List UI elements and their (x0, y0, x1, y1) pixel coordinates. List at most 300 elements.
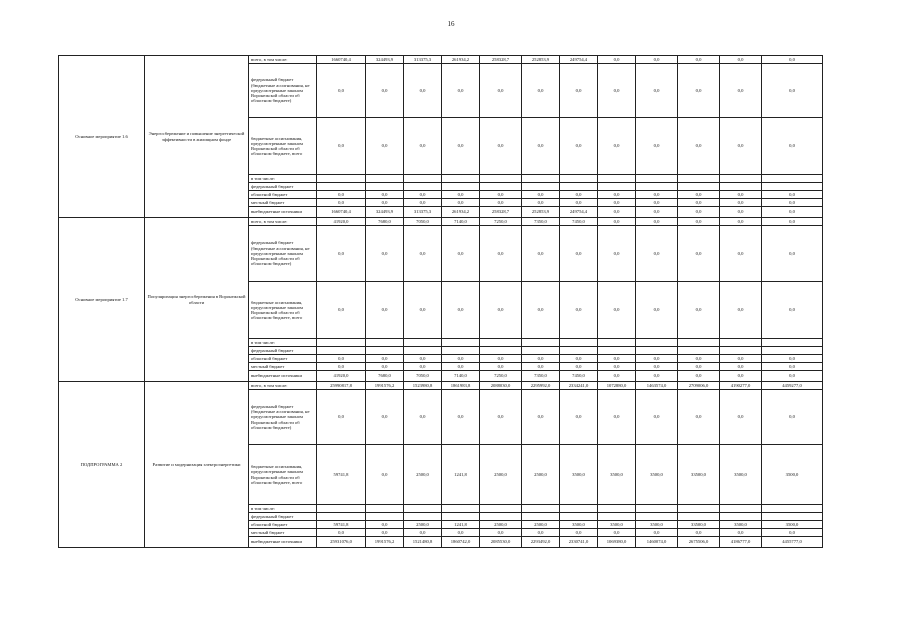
funding-value-cell: 0,0 (598, 529, 636, 537)
funding-value-cell: 1069380,0 (598, 537, 636, 548)
funding-value-cell: 59741,8 (317, 521, 366, 529)
funding-value-cell (522, 505, 560, 513)
funding-value-cell: 2334241,0 (560, 382, 598, 390)
funding-value-cell (480, 347, 522, 355)
funding-source-label: федеральный бюджет (249, 183, 317, 191)
funding-value-cell: 258328,7 (480, 56, 522, 64)
funding-value-cell: 0,0 (366, 390, 404, 445)
funding-value-cell: 0,0 (317, 355, 366, 363)
funding-value-cell: 0,0 (480, 226, 522, 282)
funding-value-cell: 0,0 (560, 118, 598, 175)
funding-value-cell: 0,0 (678, 218, 720, 226)
funding-value-cell: 4190277,0 (720, 382, 762, 390)
funding-value-cell (442, 339, 480, 347)
funding-value-cell: 3500,0 (598, 521, 636, 529)
funding-value-cell: 3500,0 (720, 521, 762, 529)
funding-value-cell: 0,0 (678, 56, 720, 64)
funding-value-cell: 2500,0 (522, 445, 560, 505)
funding-value-cell: 0,0 (598, 56, 636, 64)
funding-value-cell: 0,0 (720, 371, 762, 382)
funding-value-cell: 0,0 (720, 355, 762, 363)
funding-value-cell: 41920,0 (317, 371, 366, 382)
funding-value-cell: 2500,0 (480, 445, 522, 505)
funding-value-cell: 0,0 (636, 529, 678, 537)
funding-value-cell (317, 183, 366, 191)
funding-value-cell: 0,0 (366, 445, 404, 505)
funding-value-cell: 0,0 (720, 64, 762, 118)
funding-value-cell (560, 175, 598, 183)
funding-value-cell (762, 347, 823, 355)
funding-value-cell: 7250,0 (480, 218, 522, 226)
funding-value-cell: 0,0 (522, 282, 560, 339)
funding-value-cell: 0,0 (404, 191, 442, 199)
funding-value-cell (720, 339, 762, 347)
funding-value-cell (636, 513, 678, 521)
funding-value-cell: 0,0 (366, 118, 404, 175)
funding-value-cell: 0,0 (678, 282, 720, 339)
funding-value-cell: 324493,9 (366, 207, 404, 218)
funding-value-cell: 7350,0 (522, 371, 560, 382)
funding-value-cell: 0,0 (366, 529, 404, 537)
funding-value-cell: 7140,0 (442, 371, 480, 382)
funding-value-cell: 0,0 (678, 371, 720, 382)
funding-value-cell (720, 175, 762, 183)
funding-value-cell (442, 183, 480, 191)
funding-value-cell (560, 513, 598, 521)
funding-value-cell (560, 347, 598, 355)
funding-value-cell (366, 339, 404, 347)
funding-value-cell: 0,0 (598, 390, 636, 445)
funding-value-cell: 0,0 (598, 355, 636, 363)
funding-value-cell: 0,0 (636, 56, 678, 64)
funding-value-cell (404, 339, 442, 347)
funding-value-cell: 4459277,0 (762, 382, 823, 390)
funding-value-cell: 0,0 (598, 363, 636, 371)
funding-source-label: всего, в том числе: (249, 218, 317, 226)
funding-value-cell (404, 513, 442, 521)
funding-value-cell (678, 347, 720, 355)
funding-value-cell: 324493,9 (366, 56, 404, 64)
funding-value-cell: 41920,0 (317, 218, 366, 226)
funding-value-cell: 0,0 (366, 191, 404, 199)
funding-value-cell (522, 175, 560, 183)
funding-value-cell (366, 505, 404, 513)
funding-value-cell: 0,0 (762, 56, 823, 64)
funding-value-cell: 0,0 (678, 191, 720, 199)
funding-value-cell: 2500,0 (404, 445, 442, 505)
funding-value-cell: 0,0 (598, 199, 636, 207)
funding-value-cell (560, 183, 598, 191)
funding-value-cell: 0,0 (522, 390, 560, 445)
funding-value-cell: 0,0 (366, 521, 404, 529)
funding-source-label: бюджетные ассигнования, предусмотренные законом Воронежской области об областном бюджете, всего (249, 282, 317, 339)
funding-value-cell: 0,0 (442, 199, 480, 207)
funding-value-cell: 0,0 (404, 118, 442, 175)
funding-value-cell: 0,0 (404, 282, 442, 339)
funding-value-cell (366, 175, 404, 183)
funding-value-cell: 0,0 (560, 390, 598, 445)
funding-value-cell: 249754,4 (560, 56, 598, 64)
funding-value-cell (560, 505, 598, 513)
funding-value-cell: 1523980,8 (404, 382, 442, 390)
funding-value-cell: 1241,8 (442, 521, 480, 529)
funding-value-cell: 0,0 (636, 282, 678, 339)
funding-value-cell: 0,0 (560, 363, 598, 371)
funding-source-label: местный бюджет (249, 363, 317, 371)
funding-value-cell (317, 175, 366, 183)
funding-value-cell: 2500,0 (522, 521, 560, 529)
funding-value-cell: 33500,0 (678, 445, 720, 505)
funding-value-cell (480, 505, 522, 513)
funding-value-cell: 0,0 (442, 191, 480, 199)
funding-value-cell: 0,0 (598, 118, 636, 175)
funding-value-cell: 0,0 (366, 363, 404, 371)
funding-value-cell: 0,0 (522, 64, 560, 118)
funding-value-cell: 0,0 (404, 355, 442, 363)
funding-value-cell: 1072880,0 (598, 382, 636, 390)
activity-title: Популяризация энергосбережения в Воронежской области (145, 218, 249, 382)
funding-value-cell: 0,0 (762, 226, 823, 282)
funding-value-cell: 0,0 (366, 64, 404, 118)
funding-value-cell: 0,0 (720, 207, 762, 218)
funding-value-cell (404, 175, 442, 183)
funding-value-cell: 2085530,0 (480, 537, 522, 548)
funding-value-cell: 0,0 (366, 355, 404, 363)
funding-value-cell: 0,0 (317, 282, 366, 339)
funding-value-cell: 0,0 (317, 199, 366, 207)
funding-value-cell: 0,0 (762, 390, 823, 445)
funding-source-label: внебюджетные источники (249, 207, 317, 218)
funding-value-cell: 0,0 (480, 282, 522, 339)
funding-value-cell: 2675506,0 (678, 537, 720, 548)
funding-value-cell (366, 183, 404, 191)
funding-value-cell (598, 339, 636, 347)
funding-value-cell (720, 513, 762, 521)
funding-value-cell: 3500,0 (560, 445, 598, 505)
funding-source-label: внебюджетные источники (249, 537, 317, 548)
funding-source-label: областной бюджет (249, 355, 317, 363)
funding-value-cell: 0,0 (762, 529, 823, 537)
funding-value-cell (762, 339, 823, 347)
funding-value-cell (317, 505, 366, 513)
funding-value-cell (720, 347, 762, 355)
funding-value-cell: 0,0 (560, 199, 598, 207)
funding-value-cell (317, 347, 366, 355)
funding-source-label: в том числе: (249, 175, 317, 183)
funding-value-cell: 7350,0 (522, 218, 560, 226)
funding-value-cell: 7450,0 (560, 371, 598, 382)
funding-value-cell (442, 347, 480, 355)
funding-value-cell: 0,0 (522, 118, 560, 175)
funding-value-cell (366, 513, 404, 521)
funding-value-cell: 3500,0 (720, 445, 762, 505)
funding-value-cell: 0,0 (442, 118, 480, 175)
funding-value-cell: 0,0 (678, 118, 720, 175)
activity-code: ПОДПРОГРАММА 2 (59, 382, 145, 548)
funding-value-cell: 0,0 (317, 529, 366, 537)
funding-value-cell (442, 513, 480, 521)
funding-value-cell (720, 183, 762, 191)
funding-value-cell: 0,0 (480, 191, 522, 199)
funding-value-cell: 0,0 (762, 282, 823, 339)
funding-value-cell (480, 513, 522, 521)
funding-value-cell (442, 175, 480, 183)
funding-value-cell: 0,0 (442, 282, 480, 339)
funding-value-cell: 0,0 (442, 64, 480, 118)
funding-value-cell: 0,0 (720, 226, 762, 282)
funding-source-label: в том числе: (249, 505, 317, 513)
funding-value-cell (598, 183, 636, 191)
funding-value-cell: 0,0 (678, 363, 720, 371)
funding-value-cell (598, 175, 636, 183)
funding-value-cell: 7140,0 (442, 218, 480, 226)
funding-value-cell (598, 347, 636, 355)
funding-value-cell: 3500,0 (762, 445, 823, 505)
funding-value-cell: 1861983,8 (442, 382, 480, 390)
funding-value-cell: 0,0 (762, 371, 823, 382)
funding-value-cell: 0,0 (720, 191, 762, 199)
funding-value-cell: 0,0 (720, 282, 762, 339)
funding-value-cell: 249754,4 (560, 207, 598, 218)
funding-value-cell: 0,0 (404, 64, 442, 118)
funding-value-cell: 0,0 (317, 390, 366, 445)
funding-value-cell: 0,0 (522, 199, 560, 207)
funding-value-cell: 0,0 (762, 191, 823, 199)
funding-value-cell (560, 339, 598, 347)
funding-value-cell (636, 339, 678, 347)
funding-value-cell (678, 183, 720, 191)
funding-value-cell: 2295992,0 (522, 382, 560, 390)
funding-value-cell: 0,0 (720, 199, 762, 207)
funding-value-cell (598, 505, 636, 513)
funding-value-cell (480, 183, 522, 191)
funding-value-cell: 0,0 (404, 390, 442, 445)
funding-source-label: внебюджетные источники (249, 371, 317, 382)
page-number: 16 (447, 20, 455, 28)
funding-value-cell: 0,0 (560, 226, 598, 282)
funding-value-cell: 0,0 (678, 390, 720, 445)
funding-value-cell: 3500,0 (636, 521, 678, 529)
funding-value-cell: 7680,0 (366, 218, 404, 226)
funding-value-cell (678, 339, 720, 347)
funding-value-cell: 1660740,4 (317, 207, 366, 218)
funding-value-cell: 0,0 (678, 64, 720, 118)
funding-value-cell (480, 339, 522, 347)
funding-value-cell (762, 175, 823, 183)
funding-value-cell: 0,0 (598, 218, 636, 226)
funding-value-cell (404, 183, 442, 191)
funding-value-cell: 0,0 (480, 355, 522, 363)
funding-value-cell: 0,0 (678, 207, 720, 218)
table-row (59, 218, 823, 226)
funding-value-cell (317, 339, 366, 347)
funding-value-cell: 2330741,0 (560, 537, 598, 548)
funding-value-cell (404, 505, 442, 513)
funding-value-cell: 0,0 (598, 191, 636, 199)
funding-value-cell (522, 183, 560, 191)
funding-value-cell: 0,0 (442, 390, 480, 445)
funding-value-cell: 0,0 (404, 226, 442, 282)
funding-value-cell: 0,0 (636, 191, 678, 199)
funding-value-cell: 0,0 (598, 207, 636, 218)
funding-value-cell: 0,0 (480, 363, 522, 371)
funding-value-cell: 0,0 (442, 363, 480, 371)
funding-source-label: федеральный бюджет (249, 347, 317, 355)
activity-title: Энергосбережение и повышение энергетической эффективности в жилищном фонде (145, 56, 249, 218)
funding-value-cell (522, 347, 560, 355)
funding-value-cell: 0,0 (720, 218, 762, 226)
funding-value-cell: 0,0 (522, 191, 560, 199)
funding-value-cell: 59741,8 (317, 445, 366, 505)
funding-source-label: бюджетные ассигнования, предусмотренные законом Воронежской области об областном бюджете, всего (249, 445, 317, 505)
funding-value-cell: 0,0 (636, 64, 678, 118)
funding-value-cell: 0,0 (762, 199, 823, 207)
funding-value-cell: 7050,0 (404, 371, 442, 382)
funding-value-cell: 0,0 (636, 218, 678, 226)
funding-value-cell: 0,0 (720, 390, 762, 445)
funding-value-cell (636, 505, 678, 513)
funding-value-cell: 0,0 (480, 118, 522, 175)
funding-source-label: федеральный бюджет (бюджетные ассигнования, не предусмотренные законом Воронежской области об областном бюджете) (249, 226, 317, 282)
funding-value-cell: 0,0 (522, 363, 560, 371)
funding-value-cell: 3500,0 (762, 521, 823, 529)
funding-value-cell: 0,0 (636, 355, 678, 363)
funding-value-cell: 261934,2 (442, 207, 480, 218)
funding-value-cell: 0,0 (762, 118, 823, 175)
funding-value-cell (598, 513, 636, 521)
funding-value-cell: 2500,0 (480, 521, 522, 529)
funding-value-cell: 2088030,0 (480, 382, 522, 390)
activity-code: Основное мероприятие 1.7 (59, 218, 145, 382)
funding-value-cell (404, 347, 442, 355)
funding-value-cell: 0,0 (636, 371, 678, 382)
funding-value-cell: 0,0 (317, 363, 366, 371)
funding-value-cell: 0,0 (317, 226, 366, 282)
funding-value-cell: 0,0 (678, 199, 720, 207)
funding-value-cell: 0,0 (560, 282, 598, 339)
funding-value-cell: 0,0 (317, 191, 366, 199)
funding-value-cell: 0,0 (522, 529, 560, 537)
funding-value-cell: 4186777,0 (720, 537, 762, 548)
funding-value-cell: 7680,0 (366, 371, 404, 382)
funding-value-cell: 0,0 (404, 199, 442, 207)
funding-source-label: федеральный бюджет (249, 513, 317, 521)
funding-value-cell: 0,0 (598, 64, 636, 118)
funding-value-cell: 252853,9 (522, 56, 560, 64)
funding-value-cell: 4455777,0 (762, 537, 823, 548)
funding-source-label: в том числе: (249, 339, 317, 347)
funding-value-cell (317, 513, 366, 521)
funding-value-cell: 3500,0 (636, 445, 678, 505)
activity-code: Основное мероприятие 1.6 (59, 56, 145, 218)
funding-value-cell: 0,0 (720, 529, 762, 537)
funding-value-cell (762, 183, 823, 191)
funding-value-cell (678, 513, 720, 521)
funding-value-cell: 2293492,0 (522, 537, 560, 548)
funding-value-cell: 313375,3 (404, 56, 442, 64)
funding-value-cell: 0,0 (678, 529, 720, 537)
funding-value-cell: 0,0 (762, 363, 823, 371)
funding-value-cell: 0,0 (404, 363, 442, 371)
funding-value-cell: 0,0 (636, 207, 678, 218)
funding-value-cell: 0,0 (404, 529, 442, 537)
funding-value-cell: 0,0 (598, 282, 636, 339)
funding-value-cell: 1660740,4 (317, 56, 366, 64)
funding-source-label: областной бюджет (249, 191, 317, 199)
funding-value-cell: 7050,0 (404, 218, 442, 226)
funding-value-cell (678, 175, 720, 183)
funding-value-cell: 0,0 (636, 363, 678, 371)
funding-value-cell: 0,0 (522, 355, 560, 363)
funding-value-cell: 7250,0 (480, 371, 522, 382)
funding-value-cell: 0,0 (598, 226, 636, 282)
funding-value-cell (480, 175, 522, 183)
funding-value-cell: 261934,2 (442, 56, 480, 64)
funding-value-cell: 0,0 (560, 529, 598, 537)
funding-value-cell: 1991576,2 (366, 537, 404, 548)
funding-value-cell: 0,0 (317, 118, 366, 175)
funding-value-cell: 313375,3 (404, 207, 442, 218)
funding-value-cell: 2500,0 (404, 521, 442, 529)
funding-value-cell: 0,0 (480, 529, 522, 537)
funding-value-cell: 0,0 (442, 529, 480, 537)
funding-value-cell: 1860742,0 (442, 537, 480, 548)
funding-value-cell: 3500,0 (560, 521, 598, 529)
funding-value-cell: 3500,0 (598, 445, 636, 505)
funding-value-cell (720, 505, 762, 513)
funding-value-cell: 0,0 (560, 355, 598, 363)
funding-value-cell: 0,0 (480, 199, 522, 207)
funding-value-cell: 1460074,0 (636, 537, 678, 548)
funding-value-cell: 252853,9 (522, 207, 560, 218)
funding-value-cell: 0,0 (720, 56, 762, 64)
funding-value-cell (522, 513, 560, 521)
table-row (59, 382, 823, 390)
funding-value-cell: 0,0 (636, 118, 678, 175)
funding-value-cell: 25931076,0 (317, 537, 366, 548)
funding-value-cell: 0,0 (762, 207, 823, 218)
funding-source-label: областной бюджет (249, 521, 317, 529)
funding-value-cell: 0,0 (442, 226, 480, 282)
funding-source-label: федеральный бюджет (бюджетные ассигнования, не предусмотренные законом Воронежской области об областном бюджете) (249, 64, 317, 118)
funding-value-cell: 1521480,8 (404, 537, 442, 548)
funding-value-cell: 0,0 (366, 282, 404, 339)
funding-value-cell: 0,0 (636, 226, 678, 282)
activity-title: Развитие и модернизация электроэнергетики (145, 382, 249, 548)
funding-value-cell: 1463574,0 (636, 382, 678, 390)
funding-value-cell: 0,0 (560, 64, 598, 118)
funding-source-label: местный бюджет (249, 529, 317, 537)
funding-value-cell: 0,0 (720, 118, 762, 175)
funding-value-cell (762, 505, 823, 513)
funding-value-cell: 0,0 (636, 199, 678, 207)
funding-value-cell: 0,0 (317, 64, 366, 118)
funding-value-cell: 0,0 (560, 191, 598, 199)
funding-value-cell (762, 513, 823, 521)
funding-value-cell: 0,0 (678, 355, 720, 363)
funding-value-cell: 1241,8 (442, 445, 480, 505)
funding-value-cell: 0,0 (762, 218, 823, 226)
funding-value-cell (678, 505, 720, 513)
funding-value-cell: 0,0 (678, 226, 720, 282)
funding-value-cell: 0,0 (762, 64, 823, 118)
funding-value-cell: 0,0 (636, 390, 678, 445)
funding-source-label: местный бюджет (249, 199, 317, 207)
funding-value-cell: 0,0 (762, 355, 823, 363)
funding-value-cell: 258328,7 (480, 207, 522, 218)
funding-source-label: бюджетные ассигнования, предусмотренные законом Воронежской области об областном бюджете, всего (249, 118, 317, 175)
funding-value-cell (366, 347, 404, 355)
